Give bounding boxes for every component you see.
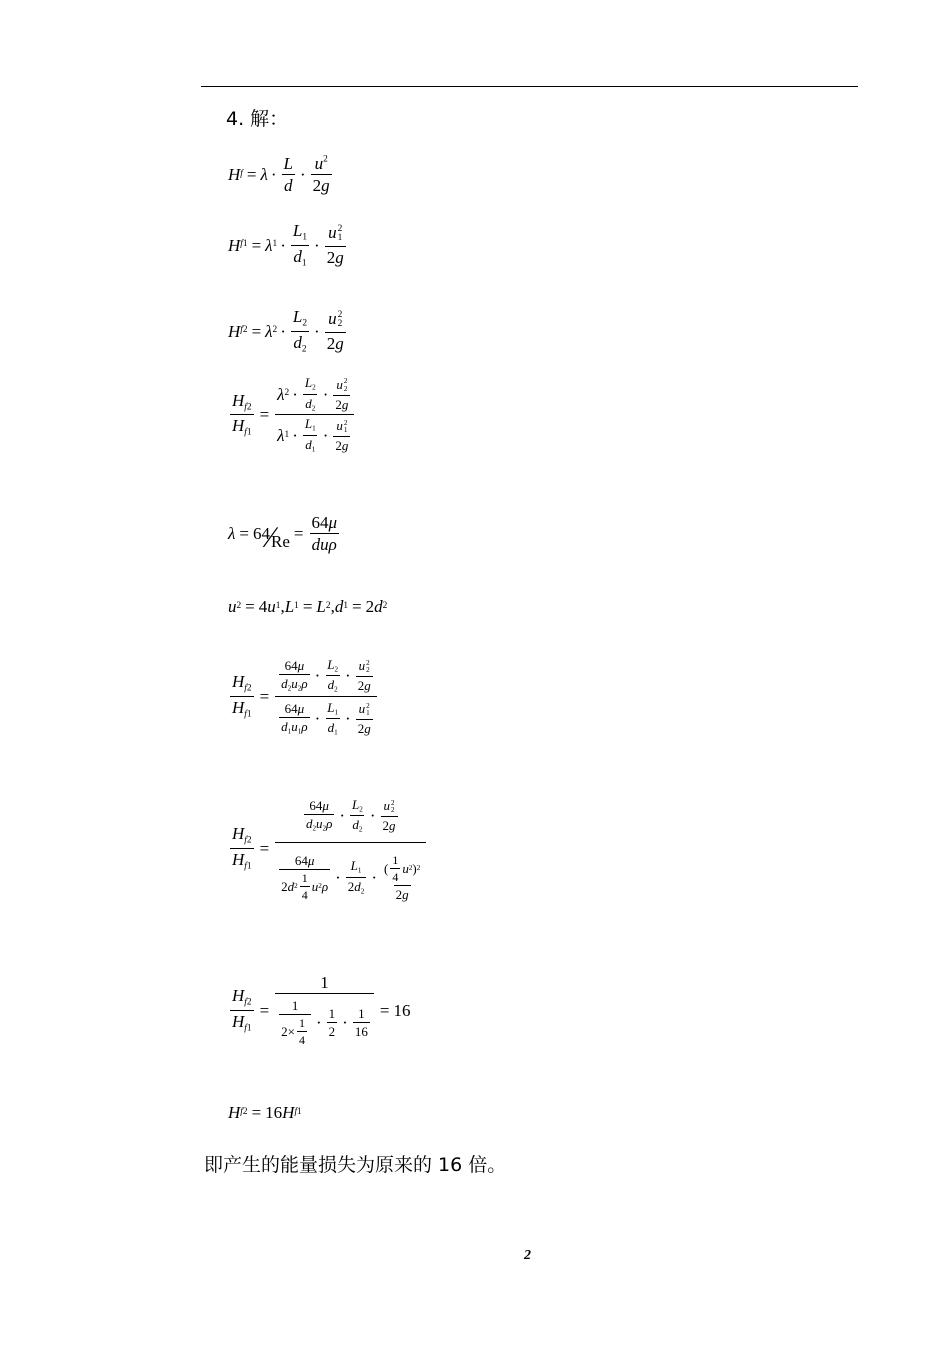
conclusion-text: 即产生的能量损失为原来的 16 倍。 <box>204 1154 507 1176</box>
header-rule <box>201 86 858 87</box>
page-number: 2 <box>524 1248 531 1263</box>
equation-3: H f2 = λ 2 · $\frac{L_2}{d_2}$ · u 2 2 2g <box>228 307 344 354</box>
equation-6: u 2 = 4 u 1 , L 1 = L 2 , d 1 = 2 d 2 <box>228 597 388 616</box>
equation-7: $\frac{H_{f2}}{H_{f1}}$ = $\frac{64\mu}{d_2u_2\rho}$ · $\frac{L_2}{d_2}$ · u 2 2 2g $\frac{64\mu}{d_1u_1\rho}$ · $\frac{L_1}{d_1}$ · u 2 1 2g <box>228 656 379 737</box>
equation-8: $\frac{H_{f2}}{H_{f1}}$ = $\frac{64\mu}{d_2u_2\rho}$ · $\frac{L_2}{d_2}$ · u 2 2 2g 64μ 2 d 2 $\frac{1}{4}$ u 2 ρ · $\frac{L_1}{2d_2}$ · ( $\frac{1}{4}$ u 2 ) 2 2g <box>228 796 428 901</box>
equation-9: $\frac{H_{f2}}{H_{f1}}$ = 1 1 2× $\frac{1}{4}$ · $\frac{1}{2}$ · $\frac{1}{16}$ = 16 <box>232 973 411 1047</box>
solution-heading: 4. 解： <box>226 108 289 130</box>
equation-1: H f = λ · $\frac{L}{d}$ · $\frac{u^2}{2g}$ <box>228 154 330 195</box>
equation-5: λ = 64 ∕ Re = $\frac{64\mu}{\text{duρ}}$ <box>228 513 338 554</box>
equation-4: $\frac{H_{f2}}{H_{f1}}$ = λ 2 · $\frac{L_2}{d_2}$ · u 2 2 2g λ 1 · $\frac{L_1}{d_1}$ · u 2 1 2g <box>228 376 356 454</box>
equation-10: H f2 = 16 H f1 <box>228 1103 302 1122</box>
equation-2: H f1 = λ 1 · $\frac{L_1}{d_1}$ · u 2 1 2g <box>228 221 344 268</box>
